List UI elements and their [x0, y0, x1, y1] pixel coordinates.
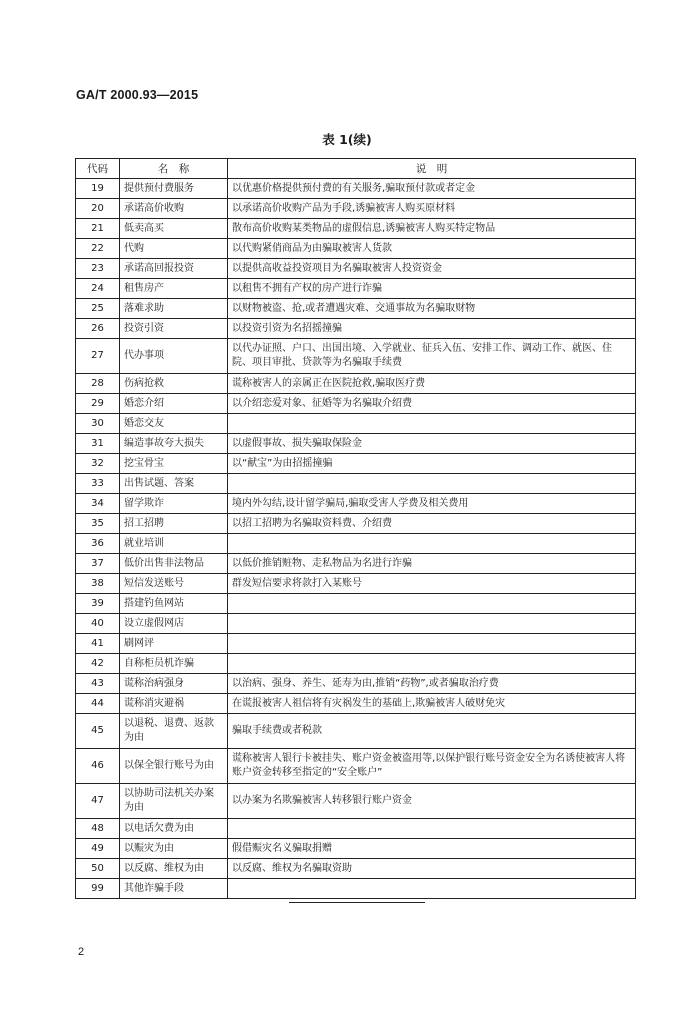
table-caption: 表 1(续): [322, 132, 372, 147]
table-row: [76, 434, 636, 454]
cell-description: 以介绍恋爱对象、征婚等为名骗取介绍费: [228, 394, 636, 414]
cell-name: 投资引资: [120, 319, 228, 339]
column-header-name: 名 称: [120, 159, 228, 179]
table-row: [76, 534, 636, 554]
table-row: [76, 594, 636, 614]
table-row: [76, 514, 636, 534]
cell-code: 35: [76, 514, 120, 534]
cell-description: 以投资引资为名招摇撞骗: [228, 319, 636, 339]
cell-description: [228, 534, 636, 554]
cell-code: 45: [76, 714, 120, 749]
cell-name: 以赈灾为由: [120, 839, 228, 859]
cell-description: 以财物被盗、抢,或者遭遇灾难、交通事故为名骗取财物: [228, 299, 636, 319]
cell-name: 短信发送账号: [120, 574, 228, 594]
cell-name: 谎称消灾避祸: [120, 694, 228, 714]
cell-code: 43: [76, 674, 120, 694]
cell-name: 其他诈骗手段: [120, 879, 228, 899]
cell-name: 低价出售非法物品: [120, 554, 228, 574]
table-row: [76, 279, 636, 299]
code-table: [75, 158, 636, 899]
cell-name: 以保全银行账号为由: [120, 749, 228, 784]
cell-description: [228, 654, 636, 674]
cell-code: 37: [76, 554, 120, 574]
cell-name: 编造事故夸大损失: [120, 434, 228, 454]
table-row: [76, 219, 636, 239]
cell-name: 伤病抢救: [120, 374, 228, 394]
cell-code: 22: [76, 239, 120, 259]
cell-code: 28: [76, 374, 120, 394]
table-row: [76, 199, 636, 219]
page-number: 2: [78, 946, 85, 958]
cell-code: 23: [76, 259, 120, 279]
cell-name: 婚恋介绍: [120, 394, 228, 414]
end-rule: [289, 902, 425, 903]
cell-code: 20: [76, 199, 120, 219]
cell-description: 散布高价收购某类物品的虚假信息,诱骗被害人购买特定物品: [228, 219, 636, 239]
cell-description: [228, 634, 636, 654]
cell-name: 留学欺诈: [120, 494, 228, 514]
cell-code: 44: [76, 694, 120, 714]
cell-description: [228, 879, 636, 899]
cell-description: 以治病、强身、养生、延寿为由,推销“药物”,或者骗取治疗费: [228, 674, 636, 694]
cell-description: 以提供高收益投资项目为名骗取被害人投资资金: [228, 259, 636, 279]
cell-code: 25: [76, 299, 120, 319]
cell-description: 以承诺高价收购产品为手段,诱骗被害人购买原材料: [228, 199, 636, 219]
table-row: [76, 414, 636, 434]
cell-description: 以“献宝”为由招摇撞骗: [228, 454, 636, 474]
cell-name: 搭建钓鱼网站: [120, 594, 228, 614]
cell-name: 招工招聘: [120, 514, 228, 534]
cell-code: 19: [76, 179, 120, 199]
cell-code: 99: [76, 879, 120, 899]
cell-code: 27: [76, 339, 120, 374]
table-row: [76, 654, 636, 674]
cell-description: 群发短信要求将款打入某账号: [228, 574, 636, 594]
cell-code: 50: [76, 859, 120, 879]
cell-name: 代购: [120, 239, 228, 259]
cell-name: 出售试题、答案: [120, 474, 228, 494]
cell-code: 47: [76, 784, 120, 819]
cell-description: [228, 819, 636, 839]
table-row: [76, 784, 636, 819]
cell-code: 24: [76, 279, 120, 299]
cell-code: 39: [76, 594, 120, 614]
table-row: [76, 259, 636, 279]
table-row: [76, 839, 636, 859]
cell-description: 以代购紧俏商品为由骗取被害人货款: [228, 239, 636, 259]
cell-code: 34: [76, 494, 120, 514]
cell-name: 承诺高回报投资: [120, 259, 228, 279]
cell-code: 40: [76, 614, 120, 634]
cell-code: 38: [76, 574, 120, 594]
table-body: [76, 179, 636, 899]
cell-description: 谎称被害人的亲属正在医院抢救,骗取医疗费: [228, 374, 636, 394]
table-row: [76, 749, 636, 784]
table-row: [76, 634, 636, 654]
cell-code: 46: [76, 749, 120, 784]
cell-name: 以退税、退费、返款为由: [120, 714, 228, 749]
cell-description: [228, 474, 636, 494]
cell-name: 提供预付费服务: [120, 179, 228, 199]
table-row: [76, 179, 636, 199]
table-row: [76, 694, 636, 714]
cell-code: 41: [76, 634, 120, 654]
cell-name: 低卖高买: [120, 219, 228, 239]
cell-code: 31: [76, 434, 120, 454]
cell-code: 26: [76, 319, 120, 339]
cell-description: [228, 594, 636, 614]
table-row: [76, 859, 636, 879]
table-header-row: [76, 159, 636, 179]
cell-name: 婚恋交友: [120, 414, 228, 434]
cell-description: [228, 614, 636, 634]
cell-description: 以招工招聘为名骗取资料费、介绍费: [228, 514, 636, 534]
cell-code: 21: [76, 219, 120, 239]
cell-name: 租售房产: [120, 279, 228, 299]
table-row: [76, 239, 636, 259]
table-row: [76, 554, 636, 574]
cell-code: 33: [76, 474, 120, 494]
cell-code: 48: [76, 819, 120, 839]
cell-code: 49: [76, 839, 120, 859]
cell-name: 挖宝骨宝: [120, 454, 228, 474]
table-row: [76, 299, 636, 319]
cell-name: 就业培训: [120, 534, 228, 554]
table-row: [76, 714, 636, 749]
cell-code: 29: [76, 394, 120, 414]
table-row: [76, 819, 636, 839]
cell-name: 谎称治病强身: [120, 674, 228, 694]
cell-name: 以反腐、维权为由: [120, 859, 228, 879]
cell-name: 自称柜员机诈骗: [120, 654, 228, 674]
cell-description: 境内外勾结,设计留学骗局,骗取受害人学费及相关费用: [228, 494, 636, 514]
cell-code: 42: [76, 654, 120, 674]
table-row: [76, 674, 636, 694]
cell-description: [228, 414, 636, 434]
table-row: [76, 879, 636, 899]
table-row: [76, 614, 636, 634]
cell-name: 承诺高价收购: [120, 199, 228, 219]
cell-name: 代办事项: [120, 339, 228, 374]
column-header-description: 说 明: [228, 159, 636, 179]
cell-name: 落难求助: [120, 299, 228, 319]
table-row: [76, 574, 636, 594]
cell-name: 以协助司法机关办案为由: [120, 784, 228, 819]
table-row: [76, 474, 636, 494]
table-row: [76, 374, 636, 394]
cell-description: 以办案为名欺骗被害人转移银行账户资金: [228, 784, 636, 819]
cell-description: 假借赈灾名义骗取捐赠: [228, 839, 636, 859]
cell-description: 以低价推销赃物、走私物品为名进行诈骗: [228, 554, 636, 574]
table-row: [76, 494, 636, 514]
cell-name: 设立虚假网店: [120, 614, 228, 634]
cell-code: 32: [76, 454, 120, 474]
cell-description: 在谎报被害人祖信将有灾祸发生的基础上,欺骗被害人破财免灾: [228, 694, 636, 714]
cell-code: 36: [76, 534, 120, 554]
cell-description: 以反腐、维权为名骗取资助: [228, 859, 636, 879]
table-row: [76, 454, 636, 474]
table-row: [76, 394, 636, 414]
table-row: [76, 319, 636, 339]
cell-description: 以代办证照、户口、出国出境、入学就业、征兵入伍、安排工作、调动工作、就医、住院、项目审批、贷款等为名骗取手续费: [228, 339, 636, 374]
table-row: [76, 339, 636, 374]
cell-name: 刷网评: [120, 634, 228, 654]
cell-description: 骗取手续费或者税款: [228, 714, 636, 749]
cell-code: 30: [76, 414, 120, 434]
cell-description: 以租售不拥有产权的房产进行诈骗: [228, 279, 636, 299]
cell-description: 以优惠价格提供预付费的有关服务,骗取预付款或者定金: [228, 179, 636, 199]
cell-name: 以电话欠费为由: [120, 819, 228, 839]
standard-code: GA/T 2000.93—2015: [76, 88, 199, 102]
column-header-code: 代码: [76, 159, 120, 179]
cell-description: 谎称被害人银行卡被挂失、账户资金被盗用等,以保护银行账号资金安全为名诱使被害人将账户资金转移至指定的“安全账户”: [228, 749, 636, 784]
cell-description: 以虚假事故、损失骗取保险金: [228, 434, 636, 454]
